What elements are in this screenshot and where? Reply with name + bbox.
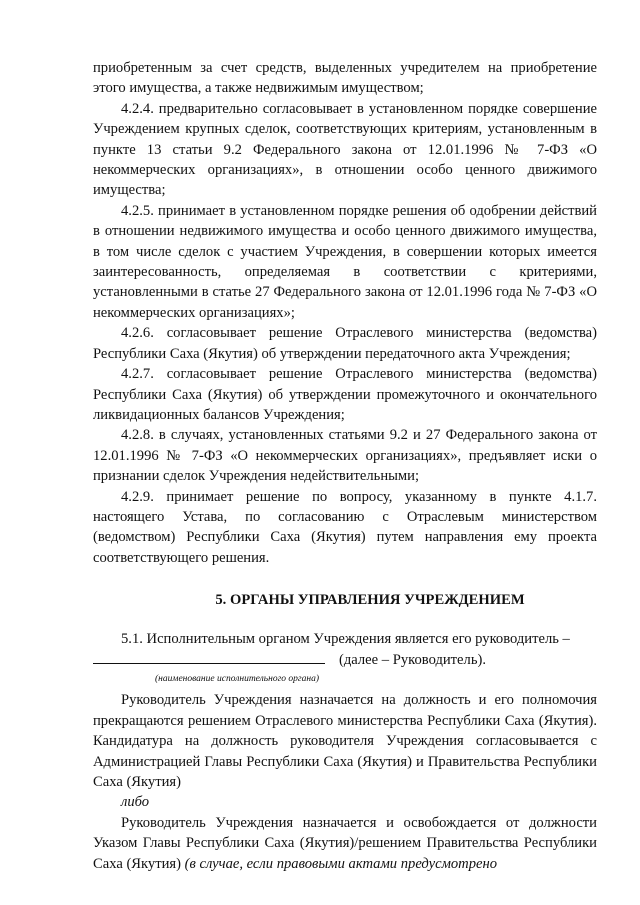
document-page <box>93 58 597 874</box>
paragraph-5-1-text: 5.1. Исполнительным органом Учреждения является его руководитель – <box>121 630 570 647</box>
blank-caption: (наименование исполнительного органа) <box>155 674 320 685</box>
paragraph-head-decree-note: (в случае, если правовыми актами предусмотрено <box>184 855 498 872</box>
paragraph-5-1-tail: (далее – Руководитель). <box>339 651 486 668</box>
paragraph-head-decree-text: Руководитель Учреждения назначается и освобождается от должности Указом Главы Республики Саха (Якутия)/решением Правительства Республики Саха (Якутия) <box>93 814 597 872</box>
paragraph-4-2-8: 4.2.8. в случаях, установленных статьями 9.2 и 27 Федерального закона от 12.01.1996 № 7-ФЗ «О некоммерческих организациях», предъявляет иски о признании сделок Учреждения недействительными; <box>93 427 597 485</box>
paragraph-4-2-6: 4.2.6. согласовывает решение Отраслевого министерства (ведомства) Республики Саха (Якутия) об утверждении передаточного акта Учреждения; <box>93 325 597 362</box>
fill-in-blank <box>93 649 325 664</box>
section-heading: 5. ОРГАНЫ УПРАВЛЕНИЯ УЧРЕЖДЕНИЕМ <box>215 592 525 609</box>
paragraph-5-1 <box>93 629 597 649</box>
paragraph-head-appointment: Руководитель Учреждения назначается на должность и его полномочия прекращаются решением Отраслевого министерства Республики Саха (Якутия). Кандидатура на должность руководителя Учреждения согласовывается с Администрацией Главы Республики Саха (Якутия) и Правительства Республики Саха (Якутия) <box>93 692 597 790</box>
either-word: либо <box>121 794 150 811</box>
paragraph-4-2-5: 4.2.5. принимает в установленном порядке решения об одобрении действий в отношении недвижимого имущества и особо ценного движимого имущества, в том числе сделок с участием Учреждения, в совершении которых имеется заинтересованность, определяемая в соответствии с критериями, установленными в статье 27 Федерального закона от 12.01.1996 года № 7-ФЗ «О некоммерческих организациях»; <box>93 202 597 321</box>
paragraph-4-2-9: 4.2.9. принимает решение по вопросу, указанному в пункте 4.1.7. настоящего Устава, по согласованию с Отраслевым министерством (ведомством) Республики Саха (Якутия) путем направления ему проекта соответствующего решения. <box>93 488 597 566</box>
paragraph-5-1-blank-line <box>93 649 597 670</box>
paragraph-continuation: приобретенным за счет средств, выделенных учредителем на приобретение этого имущества, а также недвижимым имуществом; <box>93 60 597 97</box>
paragraph-4-2-4: 4.2.4. предварительно согласовывает в установленном порядке совершение Учреждением крупных сделок, соответствующих критериям, установленным в пункте 13 статьи 9.2 Федерального закона от 12.01.1996 № 7-ФЗ «О некоммерческих организациях», в отношении особо ценного движимого имущества; <box>93 100 597 199</box>
paragraph-4-2-7: 4.2.7. согласовывает решение Отраслевого министерства (ведомства) Республики Саха (Якутия) об утверждении промежуточного и окончательного ликвидационных балансов Учреждения; <box>93 366 597 423</box>
paragraph-head-decree <box>93 813 597 874</box>
